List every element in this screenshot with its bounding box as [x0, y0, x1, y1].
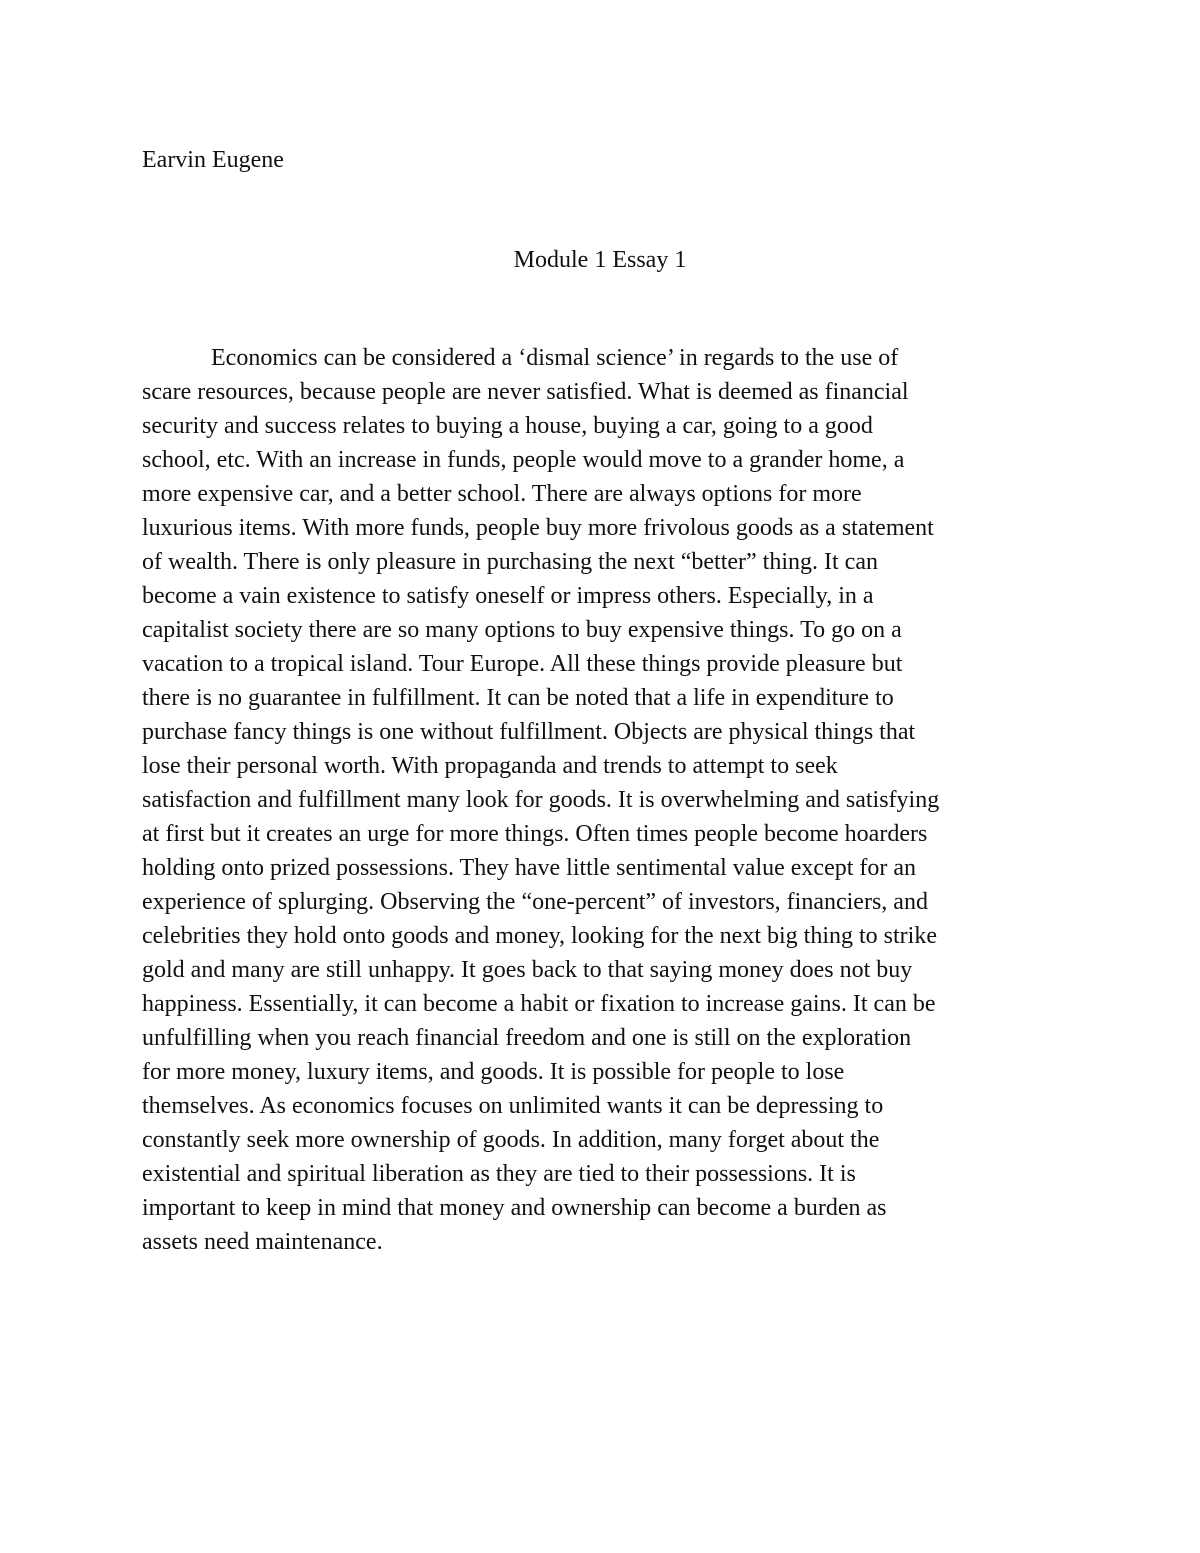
- essay-line: become a vain existence to satisfy oneself or impress others. Especially, in a: [142, 583, 874, 609]
- essay-line: holding onto prized possessions. They have little sentimental value except for an: [142, 855, 917, 881]
- essay-line: scare resources, because people are never satisfied. What is deemed as financial: [142, 379, 909, 405]
- essay-line: at first but it creates an urge for more things. Often times people become hoarders: [142, 821, 928, 847]
- essay-line: security and success relates to buying a house, buying a car, going to a good: [142, 413, 873, 439]
- essay-line: school, etc. With an increase in funds, people would move to a grander home, a: [142, 447, 905, 473]
- essay-line: assets need maintenance.: [142, 1229, 383, 1255]
- essay-line: luxurious items. With more funds, people buy more frivolous goods as a statement: [142, 515, 934, 541]
- essay-line: purchase fancy things is one without fulfillment. Objects are physical things that: [142, 719, 916, 745]
- essay-body: [142, 341, 1102, 1259]
- essay-line: celebrities they hold onto goods and money, looking for the next big thing to strike: [142, 923, 937, 949]
- essay-line: unfulfilling when you reach financial freedom and one is still on the exploration: [142, 1025, 912, 1051]
- essay-line: Economics can be considered a ‘dismal science’ in regards to the use of: [211, 345, 899, 371]
- essay-line: experience of splurging. Observing the “one-percent” of investors, financiers, and: [142, 889, 928, 915]
- essay-line: there is no guarantee in fulfillment. It can be noted that a life in expenditure to: [142, 685, 894, 711]
- essay-line: satisfaction and fulfillment many look for goods. It is overwhelming and satisfying: [142, 787, 940, 813]
- essay-line: gold and many are still unhappy. It goes back to that saying money does not buy: [142, 957, 913, 983]
- essay-line: lose their personal worth. With propaganda and trends to attempt to seek: [142, 753, 838, 779]
- author-name: Earvin Eugene: [142, 147, 284, 173]
- essay-line: capitalist society there are so many options to buy expensive things. To go on a: [142, 617, 902, 643]
- essay-line: vacation to a tropical island. Tour Europe. All these things provide pleasure but: [142, 651, 903, 677]
- essay-line: important to keep in mind that money and ownership can become a burden as: [142, 1195, 887, 1221]
- essay-line: for more money, luxury items, and goods. It is possible for people to lose: [142, 1059, 845, 1085]
- essay-line: existential and spiritual liberation as they are tied to their possessions. It is: [142, 1161, 856, 1187]
- essay-line: of wealth. There is only pleasure in purchasing the next “better” thing. It can: [142, 549, 878, 575]
- essay-line: themselves. As economics focuses on unlimited wants it can be depressing to: [142, 1093, 884, 1119]
- essay-line: happiness. Essentially, it can become a habit or fixation to increase gains. It can be: [142, 991, 936, 1017]
- essay-line: more expensive car, and a better school. There are always options for more: [142, 481, 862, 507]
- essay-line: constantly seek more ownership of goods. In addition, many forget about the: [142, 1127, 880, 1153]
- document-title: Module 1 Essay 1: [513, 247, 687, 273]
